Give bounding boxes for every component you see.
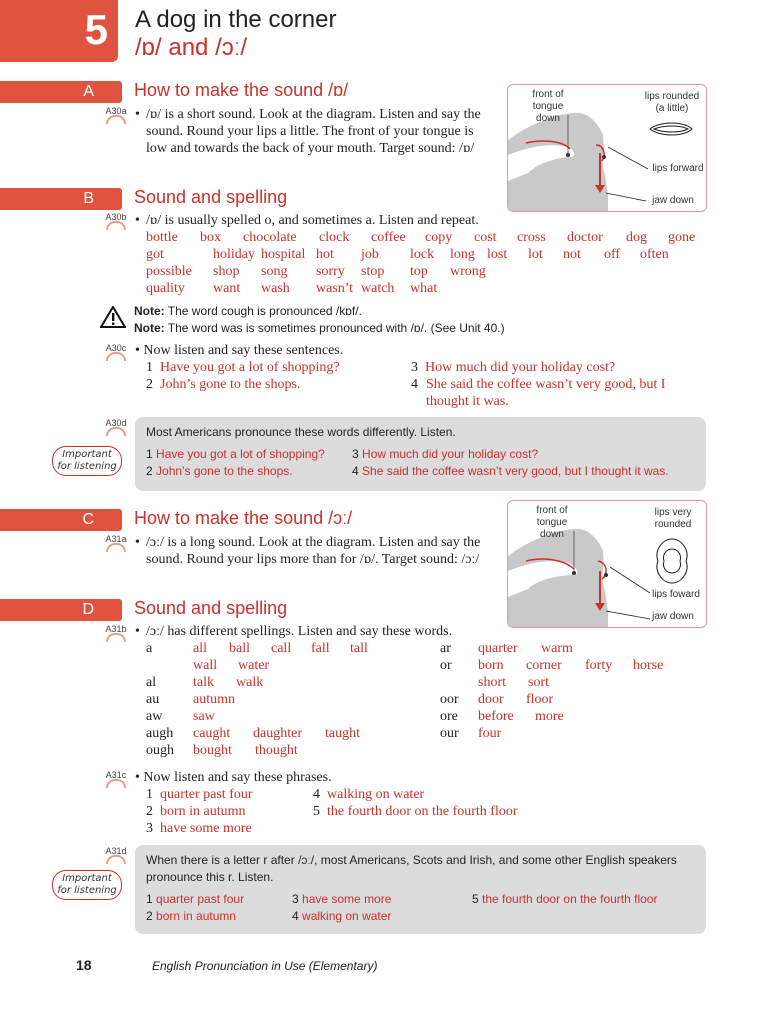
audio-icon-a31b[interactable]: A31b bbox=[104, 624, 128, 644]
section-a-text: • /ɒ/ is a short sound. Look at the diagram. Listen and say the sound. Round your lips a little. The front of your tongue is low and towards the back of your mouth. Target sound: /ɒ/ bbox=[135, 107, 481, 156]
spelling-word: daughter bbox=[253, 726, 302, 741]
spelling-word: watch bbox=[361, 281, 395, 296]
label-lips-forward: lips forward bbox=[652, 163, 704, 174]
spelling-word: job bbox=[361, 247, 379, 262]
spelling-word: long bbox=[450, 247, 475, 262]
spelling-word: box bbox=[200, 230, 221, 245]
box2-item-1: 1 quarter past four bbox=[146, 892, 245, 906]
box2-item-2: 2 born in autumn bbox=[146, 909, 237, 923]
spelling-word: tall bbox=[350, 641, 368, 656]
spelling-word: horse bbox=[633, 658, 664, 673]
spelling-word: what bbox=[410, 281, 438, 296]
section-b-bar bbox=[0, 188, 122, 210]
spelling-word: sort bbox=[528, 675, 549, 690]
unit-title: A dog in the corner bbox=[135, 6, 337, 33]
spelling-word: lock bbox=[410, 247, 435, 262]
spelling-word: clock bbox=[319, 230, 350, 245]
spelling-word: cost bbox=[474, 230, 497, 245]
spelling-word: all bbox=[193, 641, 207, 656]
audio-icon-a30a[interactable]: A30a bbox=[104, 106, 128, 126]
phrase-1: 1 quarter past four bbox=[146, 787, 253, 802]
box2-item-3: 3 have some more bbox=[292, 892, 392, 906]
r-pronunciation-box bbox=[135, 845, 706, 934]
spelling-word: call bbox=[271, 641, 292, 656]
spelling-word: wall bbox=[193, 658, 218, 673]
spelling-word: floor bbox=[526, 692, 554, 707]
spelling-word: bought bbox=[193, 743, 232, 758]
box-item-4: 4 She said the coffee wasn’t very good, but I thought it was. bbox=[352, 464, 669, 478]
box-intro-2: When there is a letter r after /ɔː/, most Americans, Scots and Irish, and some other English speakers pronounce this r. Listen. bbox=[146, 853, 677, 884]
box-item-1: 1 Have you got a lot of shopping? bbox=[146, 447, 325, 461]
mouth-diagram-short-o bbox=[507, 84, 707, 212]
audio-icon-a30b[interactable]: A30b bbox=[104, 212, 128, 232]
spelling-word: often bbox=[640, 247, 669, 262]
spelling-word: saw bbox=[193, 709, 215, 724]
unit-subtitle: /ɒ/ and /ɔː/ bbox=[135, 34, 248, 61]
mouth-diagram-long-o bbox=[507, 500, 707, 628]
spelling-word: possible bbox=[146, 264, 192, 279]
box-item-2: 2 John’s gone to the shops. bbox=[146, 464, 293, 478]
phrase-2: 2 born in autumn bbox=[146, 804, 246, 819]
phrase-4: 4 walking on water bbox=[313, 787, 425, 802]
spelling-word: autumn bbox=[193, 692, 235, 707]
spelling-key: ar bbox=[440, 641, 451, 656]
important-for-listening-bubble-2: Important for listening bbox=[52, 870, 122, 900]
spelling-word: fall bbox=[311, 641, 330, 656]
spelling-word: bottle bbox=[146, 230, 178, 245]
section-a-bar bbox=[0, 81, 122, 103]
box2-item-4: 4 walking on water bbox=[292, 909, 392, 923]
spelling-word: quality bbox=[146, 281, 185, 296]
section-b-text: • /ɒ/ is usually spelled o, and sometimes a. Listen and repeat. bbox=[135, 213, 479, 228]
spelling-word: before bbox=[478, 709, 514, 724]
spelling-word: quarter bbox=[478, 641, 518, 656]
audio-icon-a31c[interactable]: A31c bbox=[104, 770, 128, 790]
section-b-title: Sound and spelling bbox=[134, 187, 288, 207]
spelling-word: wash bbox=[261, 281, 290, 296]
spelling-word: born bbox=[478, 658, 504, 673]
sentences-intro: • Now listen and say these sentences. bbox=[135, 343, 344, 358]
box-item-3: 3 How much did your holiday cost? bbox=[352, 447, 539, 461]
spelling-word: thought bbox=[255, 743, 298, 758]
spelling-key: aw bbox=[146, 709, 163, 724]
spelling-word: ball bbox=[229, 641, 250, 656]
spelling-word: not bbox=[563, 247, 581, 262]
spelling-word: want bbox=[213, 281, 241, 296]
spelling-word: wasn’t bbox=[316, 281, 354, 296]
spelling-word: taught bbox=[325, 726, 360, 741]
note-was: Note: The word was is sometimes pronounced with /ɒ/. (See Unit 40.) bbox=[134, 321, 505, 335]
section-c-text: • /ɔː/ is a long sound. Look at the diagram. Listen and say the sound. Round your lips more than for /ɒ/. Target sound: /ɔː/ bbox=[135, 535, 481, 567]
spelling-key: or bbox=[440, 658, 452, 673]
spelling-word: corner bbox=[526, 658, 562, 673]
section-d-letter: D bbox=[82, 601, 94, 618]
spelling-word: cross bbox=[517, 230, 546, 245]
label-lips-rounded: lips rounded (a little) bbox=[644, 91, 700, 114]
spelling-word: hot bbox=[316, 247, 334, 262]
label-lips-very-rounded: lips very rounded bbox=[654, 507, 692, 530]
section-a-title: How to make the sound /ɒ/ bbox=[134, 80, 349, 100]
spelling-word: wrong bbox=[450, 264, 486, 279]
label-jaw-down-2: jaw down bbox=[652, 611, 694, 622]
spelling-word: got bbox=[146, 247, 164, 262]
label-jaw-down: jaw down bbox=[652, 195, 694, 206]
unit-number-badge bbox=[0, 0, 118, 62]
spelling-word: four bbox=[478, 726, 502, 741]
section-a-letter: A bbox=[83, 83, 94, 100]
label-front-of-tongue: front of tongue down bbox=[532, 89, 564, 124]
page-number: 18 bbox=[76, 957, 92, 973]
sentence-4: 4 She said the coffee wasn’t very good, but I thought it was. bbox=[411, 377, 666, 409]
audio-icon-a30c[interactable]: A30c bbox=[104, 343, 128, 363]
spelling-word: short bbox=[478, 675, 506, 690]
spelling-key: our bbox=[440, 726, 459, 741]
box2-item-5: 5 the fourth door on the fourth floor bbox=[472, 892, 658, 906]
book-title: English Pronunciation in Use (Elementary) bbox=[152, 959, 378, 973]
phrase-5: 5 the fourth door on the fourth floor bbox=[313, 804, 518, 819]
spelling-word: gone bbox=[668, 230, 696, 245]
audio-icon-a31a[interactable]: A31a bbox=[104, 534, 128, 554]
spelling-word: stop bbox=[361, 264, 385, 279]
spelling-key: ough bbox=[146, 743, 174, 758]
label-front-of-tongue-2: front of tongue down bbox=[536, 505, 568, 540]
spelling-word: dog bbox=[626, 230, 647, 245]
spelling-key: ore bbox=[440, 709, 458, 724]
spelling-word: holiday bbox=[213, 247, 255, 262]
section-d-text: • /ɔː/ has different spellings. Listen and say these words. bbox=[135, 624, 453, 639]
note-cough: Note: The word cough is pronounced /kɒf/. bbox=[134, 304, 362, 318]
spelling-word: copy bbox=[425, 230, 453, 245]
sentence-1: 1 Have you got a lot of shopping? bbox=[146, 360, 340, 375]
spelling-key: a bbox=[146, 641, 153, 656]
section-d-title: Sound and spelling bbox=[134, 598, 288, 618]
spelling-word: shop bbox=[213, 264, 240, 279]
spelling-word: more bbox=[535, 709, 564, 724]
unit-number: 5 bbox=[84, 6, 108, 53]
label-lips-foward: lips foward bbox=[652, 589, 700, 600]
section-c-bar bbox=[0, 509, 122, 531]
spelling-word: song bbox=[261, 264, 288, 279]
spelling-word: walk bbox=[236, 675, 264, 690]
sentence-3: 3 How much did your holiday cost? bbox=[411, 360, 616, 375]
warning-triangle-icon bbox=[100, 306, 126, 328]
phrases-intro: • Now listen and say these phrases. bbox=[135, 770, 332, 785]
section-d-bar bbox=[0, 599, 122, 621]
spelling-key: oor bbox=[440, 692, 459, 707]
spelling-word: lot bbox=[528, 247, 543, 262]
spelling-word: lost bbox=[487, 247, 508, 262]
sentence-2: 2 John’s gone to the shops. bbox=[146, 377, 301, 392]
spelling-word: warm bbox=[541, 641, 573, 656]
spelling-key: augh bbox=[146, 726, 174, 741]
spelling-key: au bbox=[146, 692, 160, 707]
spelling-word: coffee bbox=[371, 230, 406, 245]
audio-icon-a31d[interactable]: A31d bbox=[104, 846, 128, 866]
spelling-word: water bbox=[238, 658, 270, 673]
spelling-word: doctor bbox=[567, 230, 603, 245]
spelling-word: chocolate bbox=[243, 230, 297, 245]
american-pronunciation-box bbox=[135, 417, 706, 491]
section-c-letter: C bbox=[82, 511, 94, 528]
spelling-word: forty bbox=[585, 658, 613, 673]
spelling-word: hospital bbox=[261, 247, 306, 262]
phrase-3: 3 have some more bbox=[146, 821, 252, 836]
spelling-key: al bbox=[146, 675, 157, 690]
spelling-word: caught bbox=[193, 726, 231, 741]
important-for-listening-bubble: Important for listening bbox=[52, 446, 122, 476]
spelling-word: door bbox=[478, 692, 504, 707]
spelling-word: talk bbox=[193, 675, 214, 690]
audio-icon-a30d[interactable]: A30d bbox=[104, 418, 128, 438]
spelling-word: top bbox=[410, 264, 428, 279]
section-b-letter: B bbox=[83, 190, 94, 207]
spelling-word: sorry bbox=[316, 264, 345, 279]
section-c-title: How to make the sound /ɔː/ bbox=[134, 508, 353, 528]
box-intro: Most Americans pronounce these words differently. Listen. bbox=[146, 425, 456, 439]
spelling-word: off bbox=[604, 247, 621, 262]
